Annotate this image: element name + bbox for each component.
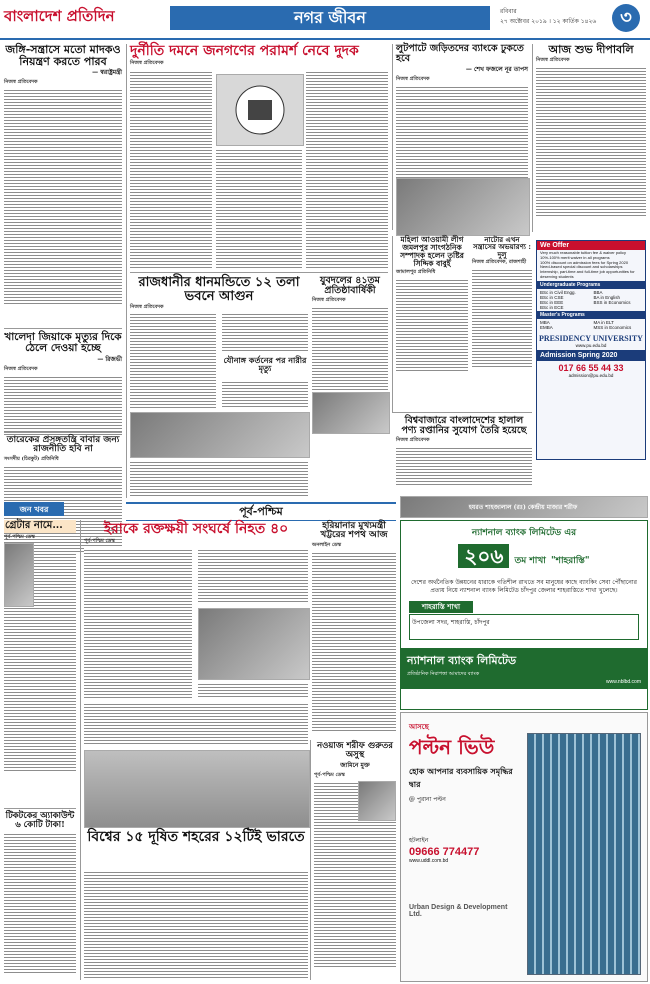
iraq-photo	[198, 608, 310, 680]
newspaper-logo: বাংলাদেশ প্রতিদিন	[4, 7, 115, 25]
column-rule	[80, 520, 81, 980]
byline: নিজস্ব প্রতিবেদক	[4, 79, 38, 86]
byline: পূর্ব-পশ্চিম ডেস্ক	[4, 533, 35, 540]
university-url[interactable]: www.pu.edu.bd	[575, 342, 607, 348]
headline: নওয়াজ শরীফ গুরুতর অসুস্থ	[317, 741, 393, 760]
story-diwali	[536, 44, 646, 216]
headline: ইরাকে রক্তক্ষয়ী সংঘর্ষে নিহত ৪০	[103, 521, 289, 537]
headline: তারেকের প্রসঙ্গতন্ত্রি বাবার জন্য রাজনীতি হবি না	[6, 435, 120, 455]
body-text	[312, 306, 388, 398]
body-col-1	[130, 70, 212, 270]
university-name: PRESIDENCY UNIVERSITY	[539, 333, 643, 343]
column-rule	[392, 44, 393, 230]
kicker: — স্বরাষ্ট্রমন্ত্রী	[92, 69, 122, 77]
body-col-2	[222, 312, 308, 352]
offer-list	[537, 250, 645, 281]
inset-headline: যৌনাঙ্গ কর্তনের পর নারীর মৃত্যু	[223, 355, 307, 374]
story-natore	[472, 236, 532, 368]
program-item: MSS in Economics	[593, 324, 632, 330]
program-item: BSc in CSE	[540, 294, 564, 300]
headline: টিকটকের অ্যাকাউন্ট ৬ কোটি টাকা!	[5, 811, 75, 830]
branch-suffix: তম শাখা	[514, 556, 546, 566]
story-taposh	[396, 44, 528, 193]
column-rule	[126, 44, 127, 498]
body-text	[4, 88, 122, 306]
byline: নিজস্ব প্রতিবেদক, রাজশাহী	[472, 259, 527, 266]
bank-body: দেশের অর্থনৈতিক উন্নয়নের ধারাকে গতিশীল রাখতে সব মানুষের কাছে ব্যাংকিং সেবা পৌঁছানোর প্রত্যয় নিয়ে ন্যাশনাল ব্যাংক লিমিটেড চাঁদপুর জেলার শাহরাস্তিতে শাখা খুলেছে।	[411, 579, 637, 595]
national-bank-ad[interactable]	[400, 520, 648, 710]
divider	[130, 272, 388, 273]
ad-title: পল্টন ভিউ	[409, 735, 495, 759]
body-text	[84, 870, 308, 978]
offer-item: Very much reasonable tuition fee & waiver policy	[540, 250, 627, 255]
branch-address: উপজেলা সদর, শাহরাস্তি, চাঁদপুর	[409, 614, 639, 640]
program-item: BSS in Economics	[593, 299, 631, 305]
masters-list	[537, 319, 645, 331]
body-text	[130, 460, 308, 496]
story-jubodal	[312, 276, 388, 398]
headline: নাটোর এখন সন্ত্রাসের অভয়ারণ্য : দুলু	[473, 235, 531, 259]
company-name: Urban Design & Development Ltd.	[409, 904, 508, 918]
bank-title: ন্যাশনাল ব্যাংক লিমিটেড এর	[471, 528, 577, 538]
body-text	[312, 551, 396, 731]
column-rule	[310, 740, 311, 980]
story-rizvi	[4, 332, 122, 435]
byline: অনলাইন ডেস্ক	[312, 541, 342, 548]
headline: লুটপাটে জড়িতদের ব্যাংকে ঢুকতে হবে	[396, 43, 524, 64]
body-text	[84, 702, 308, 746]
story-smog	[84, 830, 308, 845]
offer-title: We Offer	[537, 241, 645, 250]
program-item: BA in English	[593, 294, 621, 300]
section-title: নগর জীবন	[294, 8, 366, 27]
story-iraq	[84, 522, 308, 547]
program-item: BBA	[593, 289, 603, 295]
undergrad-title: Undergraduate Programs	[537, 281, 645, 289]
story-halal	[396, 416, 532, 486]
headline: বিশ্ববাজারে বাংলাদেশের হালাল পণ্য রপ্তানির সুযোগ তৈরি হয়েছে	[401, 415, 527, 436]
ad-subtitle: হোক আপনার ব্যবসায়িক সমৃদ্ধির দ্বার	[409, 766, 513, 789]
offer-item: Internship, part-time and full-time job opportunities for deserving students	[540, 269, 635, 279]
ad-intro: আসছে	[409, 722, 429, 731]
undergrad-list	[537, 289, 645, 311]
section-bar	[126, 502, 396, 521]
story-jamalpur	[396, 236, 468, 372]
story-haryana	[312, 522, 396, 731]
section-label: পূর্ব-পশ্চিম	[239, 505, 283, 518]
divider	[4, 808, 76, 809]
story-nawaz	[314, 742, 396, 967]
body-text	[536, 66, 646, 216]
story-tiktok	[4, 812, 76, 974]
branch-number: ২০৬	[458, 544, 509, 568]
headline: রাজধানীর ধানমন্ডিতে ১২ তলা ভবনে আগুন	[138, 275, 300, 304]
headline: যুবদলের ৪১তম প্রতিষ্ঠাবার্ষিকী	[320, 275, 380, 296]
divider	[4, 432, 122, 433]
headline: হরিয়ানার মুখ্যমন্ত্রী খট্টরের শপথ আজ	[320, 521, 388, 541]
vc-photo	[312, 392, 390, 434]
smog-photo	[84, 750, 310, 828]
byline: নিজস্ব প্রতিবেদক	[312, 296, 346, 303]
byline: নিজস্ব প্রতিবেদক	[130, 304, 164, 311]
rail-photo	[396, 178, 530, 236]
admission-phone[interactable]: 017 66 55 44 33	[558, 362, 624, 373]
offer-item: Need-based special discount and scholarships	[540, 264, 623, 270]
byline: নিজস্ব প্রতিবেদক	[536, 56, 570, 63]
body-col-2	[198, 548, 308, 604]
body-col-3	[306, 70, 388, 270]
story-greta	[4, 520, 76, 771]
body-col-1	[84, 548, 192, 698]
byline: পূর্ব-পশ্চিম ডেস্ক	[314, 771, 345, 778]
story-acc	[130, 44, 388, 69]
paltan-view-ad[interactable]	[400, 712, 648, 982]
branch-box-title: শাহরাস্তি শাখা	[409, 601, 473, 613]
masters-title: Master's Programs	[537, 311, 645, 319]
column-rule	[392, 236, 393, 412]
headline: জঙ্গি-সন্ত্রাসে মতো মাদকও নিয়ন্ত্রণ করতে পারব	[5, 43, 121, 68]
admission-banner: Admission Spring 2020	[537, 350, 645, 361]
event-photo	[130, 412, 310, 458]
program-item: EMBA	[540, 324, 553, 330]
masthead	[0, 0, 650, 40]
nawaz-photo	[358, 781, 396, 821]
story-fire	[130, 275, 308, 374]
body-col-3	[222, 380, 308, 408]
body-col-3	[198, 682, 308, 698]
presidency-ad[interactable]	[536, 240, 646, 460]
body-text	[396, 278, 468, 372]
ad-tag: @ পুরানা পল্টন	[409, 796, 446, 803]
building-render	[527, 733, 641, 975]
headline: মহিলা আওয়ামী লীগ জমলপুর সাংগঠনিক সম্পাদক হলেন তৃষ্টির সিদ্দিক বাবুই	[400, 235, 464, 268]
issue-day: রবিবার	[500, 8, 517, 15]
body-text	[4, 832, 76, 974]
program-item: MBA	[540, 319, 550, 325]
section-title-bar	[170, 6, 490, 30]
photo-caption: হযরত শাহজালাল (রঃ) কেন্দ্রীয় মাজার শরীফ	[468, 504, 578, 511]
ad-url[interactable]: www.uddl.com.bd	[409, 858, 449, 864]
headline: বিশ্বের ১৫ দূষিত শহরের ১২টিই ভারতে	[87, 829, 305, 845]
byline: নিজস্ব প্রতিবেদক	[396, 436, 430, 443]
story-minister	[4, 44, 122, 306]
byline: জামালপুর প্রতিনিধি	[396, 268, 436, 275]
page-number: ৩	[612, 4, 640, 32]
kicker: — রিজভী	[97, 356, 122, 364]
bank-footer-name: ন্যাশনাল ব্যাংক লিমিটেড	[407, 654, 517, 668]
body-col-1	[130, 312, 216, 408]
headline: গ্রেটার নামে...	[4, 520, 76, 533]
branch-number-row	[401, 542, 647, 575]
body-text	[472, 268, 532, 368]
headline: দুর্নীতি দমনে জনগণের পরামর্শ নেবে দুদক	[130, 43, 359, 59]
byline: নিজস্ব প্রতিবেদক	[130, 59, 164, 66]
acc-logo	[216, 74, 304, 146]
column-rule	[532, 44, 533, 232]
byline: পূর্ব-পশ্চিম ডেস্ক	[84, 537, 115, 544]
headline: খালেদা জিয়াকে মৃত্যুর দিকে ঠেলে দেওয়া হচ্ছে	[4, 331, 122, 355]
bank-footer-tag: প্রতিষ্ঠানিক নিরাপত্তা আমাদের ব্যাংক	[407, 671, 480, 678]
hotline-label: হটলাইন	[409, 837, 429, 844]
headline: আজ শুভ দীপাবলি	[548, 43, 634, 56]
byline: নিজস্ব প্রতিবেদক	[396, 75, 430, 82]
issue-date: ২৭ অক্টোবর ২০১৯ । ১২ কার্তিক ১৪২৬	[500, 18, 597, 25]
bank-footer	[401, 648, 647, 689]
program-item: BSc in Civil Engg.	[540, 289, 576, 295]
jonokhobor-label: জন খবর	[4, 502, 64, 516]
byline: সংসদীয় (চিরকুট) প্রতিনিধি	[4, 455, 59, 462]
body-text	[4, 375, 122, 435]
branch-name: "শাহরাস্তি"	[550, 556, 590, 566]
bank-url[interactable]: www.nblbd.com	[605, 679, 641, 686]
program-item: BSc in ECE	[540, 304, 564, 310]
program-item: MA in ELT	[593, 319, 614, 325]
program-item: BSc in EEE	[540, 299, 564, 305]
kicker: জামিনে মুক্ত	[340, 761, 370, 769]
divider	[4, 328, 122, 329]
divider	[392, 412, 532, 413]
offer-item: 10%-100% merit waiver in all programs	[540, 254, 610, 260]
kicker: — শেখ ফজলে নূর তাপস	[465, 65, 528, 73]
hotline-number[interactable]: 09666 774477	[409, 846, 480, 858]
byline: নিজস্ব প্রতিবেদক	[4, 366, 38, 373]
greta-photo	[4, 543, 34, 607]
body-text	[396, 85, 528, 193]
admission-email[interactable]: admission@pu.edu.bd	[568, 372, 614, 378]
body-col-2	[216, 148, 302, 270]
offer-item: 100% discount on admission fees for Spring 2020	[540, 259, 629, 265]
body-text	[396, 446, 532, 486]
